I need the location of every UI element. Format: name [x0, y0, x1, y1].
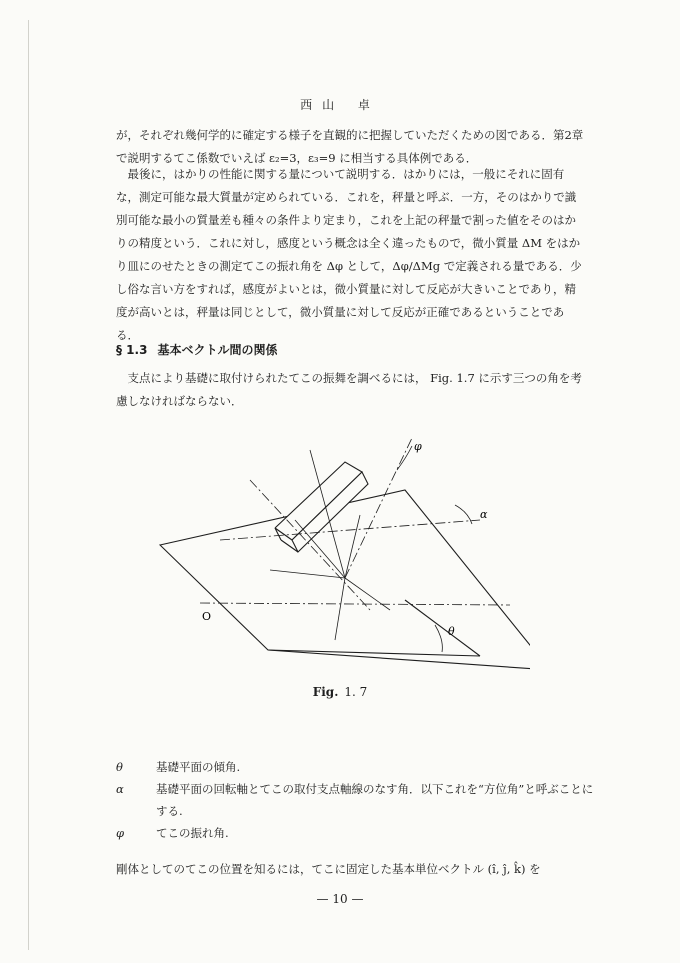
section-heading — [116, 341, 287, 358]
paragraph-3 — [116, 367, 586, 413]
label-phi: φ — [414, 440, 422, 453]
alpha-arc — [455, 505, 472, 524]
paragraph-2 — [116, 163, 586, 347]
definition-symbol: φ — [116, 826, 125, 840]
section-number: § 1.3 — [116, 343, 148, 357]
definition-symbol: θ — [116, 760, 123, 774]
definition-text: てこの振れ角. — [156, 826, 229, 840]
paragraph-4 — [116, 858, 586, 881]
figure-lever-diagram — [150, 420, 530, 670]
caption-number: 1. 7 — [344, 685, 368, 699]
label-alpha: α — [480, 508, 488, 521]
paragraph-3-text: 支点により基礎に取付けられたてこの振舞を調べるには， Fig. 1.7 に示す三つの角を考慮しなければならない． — [116, 371, 582, 408]
paragraph-4-text: 剛体としてのてこの位置を知るには，てこに固定した基本単位ベクトル (î, ĵ, k̂) を — [116, 862, 541, 876]
definition-theta — [116, 756, 596, 778]
running-header: 西山 卓 — [300, 98, 380, 112]
definition-alpha — [116, 778, 596, 822]
phi-arc — [397, 446, 412, 470]
definition-phi — [116, 822, 596, 844]
definition-symbol: α — [116, 782, 124, 796]
paragraph-1-text: が，それぞれ幾何学的に確定する様子を直観的に把握していただくための図である．第2章で説明するてこ係数でいえば ε₂=3，ε₃=9 に相当する具体例である． — [116, 128, 584, 165]
label-theta: θ — [448, 625, 455, 638]
definition-list — [116, 756, 596, 844]
label-origin: O — [202, 610, 212, 623]
section-title: 基本ベクトル間の関係 — [157, 343, 278, 357]
definition-text: 基礎平面の回転軸とてこの取付支点軸線のなす角．以下これを“方位角”と呼ぶことにする. — [156, 782, 594, 818]
paragraph-2-text: 最後に，はかりの性能に関する量について説明する．はかりには，一般にそれに固有な，測定可能な最大質量が定められている．これを，秤量と呼ぶ．一方，そのはかりで識別可能な最小の質量差も種々の条件より定まり，これを上記の秤量で割った値をそのはかりの精度という．これに対し，感度という概念は全く違ったもので，微小質量 ΔM をはかり皿にのせたときの測定てこの振れ角を Δφ として，Δφ/ΔMg で定義される量である．少し俗な言い方をすれば，感度がよいとは，微小質量に対して反応が大きいことであり，精度が高いとは，秤量は同じとして，微小質量に対して反応が正確であるということである． — [116, 167, 582, 342]
figure-caption — [0, 685, 680, 699]
page-number: — 10 — — [316, 892, 364, 906]
caption-label: Fig. — [312, 685, 339, 699]
scan-margin-line — [28, 20, 29, 950]
definition-text: 基礎平面の傾角. — [156, 760, 241, 774]
